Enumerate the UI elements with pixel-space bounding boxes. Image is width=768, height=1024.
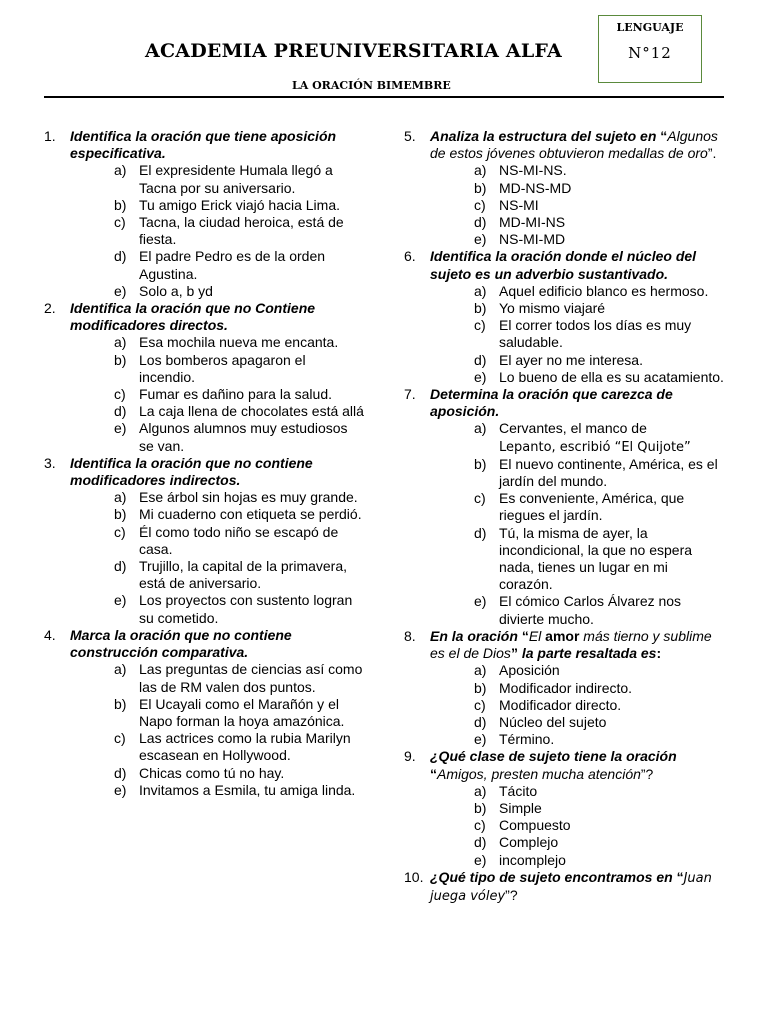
option-a: a) Ese árbol sin hojas es muy grande. xyxy=(114,489,358,506)
question-9: 9. ¿Qué clase de sujeto tiene la oración “Amigos, presten mucha atención”? a) Tácito b) Simple c) Compuesto d) Complejo e) incomplejo xyxy=(404,748,724,868)
option-d: d) El padre Pedro es de la orden Agustina. xyxy=(114,248,326,282)
page-subtitle: LA ORACIÓN BIMEMBRE xyxy=(292,79,451,92)
option-d: d) MD-MI-NS xyxy=(474,214,566,231)
question-prompt: ¿Qué tipo de sujeto encontramos en xyxy=(430,868,677,885)
option-c: c) Las actrices como la rubia Marilyn escasean en Hollywood. xyxy=(114,730,351,764)
option-a: a) Aquel edificio blanco es hermoso. xyxy=(474,282,709,299)
option-b: b) Los bomberos apagaron el incendio. xyxy=(114,351,306,385)
option-c: c) Fumar es dañino para la salud. xyxy=(114,386,332,403)
option-d: d) Trujillo, la capital de la primavera, está de aniversario. xyxy=(114,558,348,592)
option-c: c) Es conveniente, América, que riegues el jardín. xyxy=(474,490,685,524)
option-b: b) El nuevo continente, América, es el jardín del mundo. xyxy=(474,455,718,490)
option-d: d) El ayer no me interesa. xyxy=(474,351,643,368)
question-number: 5. xyxy=(404,128,416,144)
option-c: c) El correr todos los días es muy saludable. xyxy=(474,317,692,351)
question-number: 9. xyxy=(404,748,416,765)
question-number: 4. xyxy=(44,626,56,643)
option-a: a) Tácito xyxy=(474,782,538,799)
left-column xyxy=(44,128,364,799)
sheet-number: N°12 xyxy=(628,44,672,62)
question-number: 3. xyxy=(44,454,56,471)
option-e: e) incomplejo xyxy=(474,851,566,868)
option-d: d) Tú, la misma de ayer, la incondicional, la que no espera nada, tienes un lugar en mi corazón. xyxy=(474,524,693,593)
option-b: b) Mi cuaderno con etiqueta se perdió. xyxy=(114,506,362,523)
option-e: e) Invitamos a Esmila, tu amiga linda. xyxy=(114,781,356,798)
option-b: b) Modificador indirecto. xyxy=(474,679,633,696)
highlighted-word: amor xyxy=(545,627,580,644)
option-d: d) Núcleo del sujeto xyxy=(474,713,607,730)
option-b: b) Simple xyxy=(474,799,542,816)
option-c: c) Modificador directo. xyxy=(474,696,622,713)
question-7 xyxy=(404,386,724,628)
quoted-sentence: Amigos, presten mucha atención xyxy=(437,765,641,782)
question-number: 10. xyxy=(404,868,424,885)
question-prompt: Marca la oración que no contiene construcción comparativa. xyxy=(70,626,292,661)
option-d: d) La caja llena de chocolates está allá xyxy=(114,403,364,420)
option-a: a) Las preguntas de ciencias así como las de RM valen dos puntos. xyxy=(114,661,363,695)
option-a: a) Aposición xyxy=(474,662,560,679)
question-number: 1. xyxy=(44,128,56,144)
question-prompt: Identifica la oración que tiene aposición especificativa. xyxy=(70,128,337,162)
option-e: e) Término. xyxy=(474,731,555,748)
option-c: c) NS-MI xyxy=(474,196,539,213)
option-c: c) Tacna, la ciudad heroica, está de fiesta. xyxy=(114,214,344,248)
question-number: 8. xyxy=(404,627,416,644)
page-title: ACADEMIA PREUNIVERSITARIA ALFA xyxy=(145,40,562,62)
question-5: 5. Analiza la estructura del sujeto en “Algunos de estos jóvenes obtuvieron medallas de oro”. a) NS-MI-NS. b) MD-NS-MD c) NS-MI d) MD-MI-NS e) NS-MI-MD xyxy=(404,128,724,248)
option-e: e) Solo a, b yd xyxy=(114,282,213,299)
quoted-sentence: Juan juega vóley xyxy=(430,870,712,904)
question-6 xyxy=(404,248,724,386)
option-b: b) El Ucayali como el Marañón y el Napo forman la hoya amazónica. xyxy=(114,695,345,729)
quoted-sentence: Algunos de estos jóvenes obtuvieron medallas de oro xyxy=(430,128,718,162)
question-number: 2. xyxy=(44,300,56,317)
question-4 xyxy=(44,627,364,799)
question-8: 8. En la oración “El amor más tierno y sublime es el de Dios” la parte resaltada es: a) Aposición b) Modificador indirecto. c) Modificador directo. d) Núcleo del sujeto e) Término. xyxy=(404,628,724,748)
question-prompt: Identifica la oración donde el núcleo del sujeto es un adverbio sustantivado. xyxy=(430,248,697,282)
question-number: 7. xyxy=(404,386,416,403)
question-1 xyxy=(44,128,364,300)
question-prompt: ¿Qué clase de sujeto tiene la oración xyxy=(430,748,677,765)
question-prompt: Determina la oración que carezca de aposición. xyxy=(430,386,673,420)
option-d: d) Chicas como tú no hay. xyxy=(114,764,285,781)
option-b: b) Yo mismo viajaré xyxy=(474,300,606,317)
question-prompt: Identifica la oración que no contiene modificadores indirectos. xyxy=(70,454,313,489)
option-d: d) Complejo xyxy=(474,834,559,851)
option-e: e) NS-MI-MD xyxy=(474,231,566,248)
option-c: c) Él como todo niño se escapó de casa. xyxy=(114,523,339,557)
option-e: e) Algunos alumnos muy estudiosos se van. xyxy=(114,420,348,454)
question-3 xyxy=(44,455,364,627)
option-c: c) Compuesto xyxy=(474,817,571,834)
question-2 xyxy=(44,300,364,455)
option-e: e) Los proyectos con sustento logran su cometido. xyxy=(114,592,353,626)
question-prompt: Identifica la oración que no Contiene modificadores directos. xyxy=(70,300,316,334)
subject-box xyxy=(598,15,702,83)
question-prompt: En la oración xyxy=(430,627,522,644)
option-a: a) El expresidente Humala llegó a Tacna por su aniversario. xyxy=(114,162,333,196)
right-column xyxy=(404,128,724,905)
option-a: a) Cervantes, el manco de Lepanto, escribió “El Quijote” xyxy=(474,420,691,455)
question-number: 6. xyxy=(404,248,416,265)
question-prompt: Analiza la estructura del sujeto en xyxy=(430,128,661,144)
option-e: e) Lo bueno de ella es su acatamiento. xyxy=(474,368,724,385)
option-e: e) El cómico Carlos Álvarez nos divierte mucho. xyxy=(474,593,682,627)
option-b: b) Tu amigo Erick viajó hacia Lima. xyxy=(114,196,341,213)
option-a: a) NS-MI-NS. xyxy=(474,162,567,179)
question-10: 10. ¿Qué tipo de sujeto encontramos en “Juan juega vóley”? xyxy=(404,868,712,904)
option-a: a) Esa mochila nueva me encanta. xyxy=(114,334,339,351)
header-rule xyxy=(44,96,724,98)
option-b: b) MD-NS-MD xyxy=(474,179,572,196)
subject-label: LENGUAJE xyxy=(616,21,684,34)
